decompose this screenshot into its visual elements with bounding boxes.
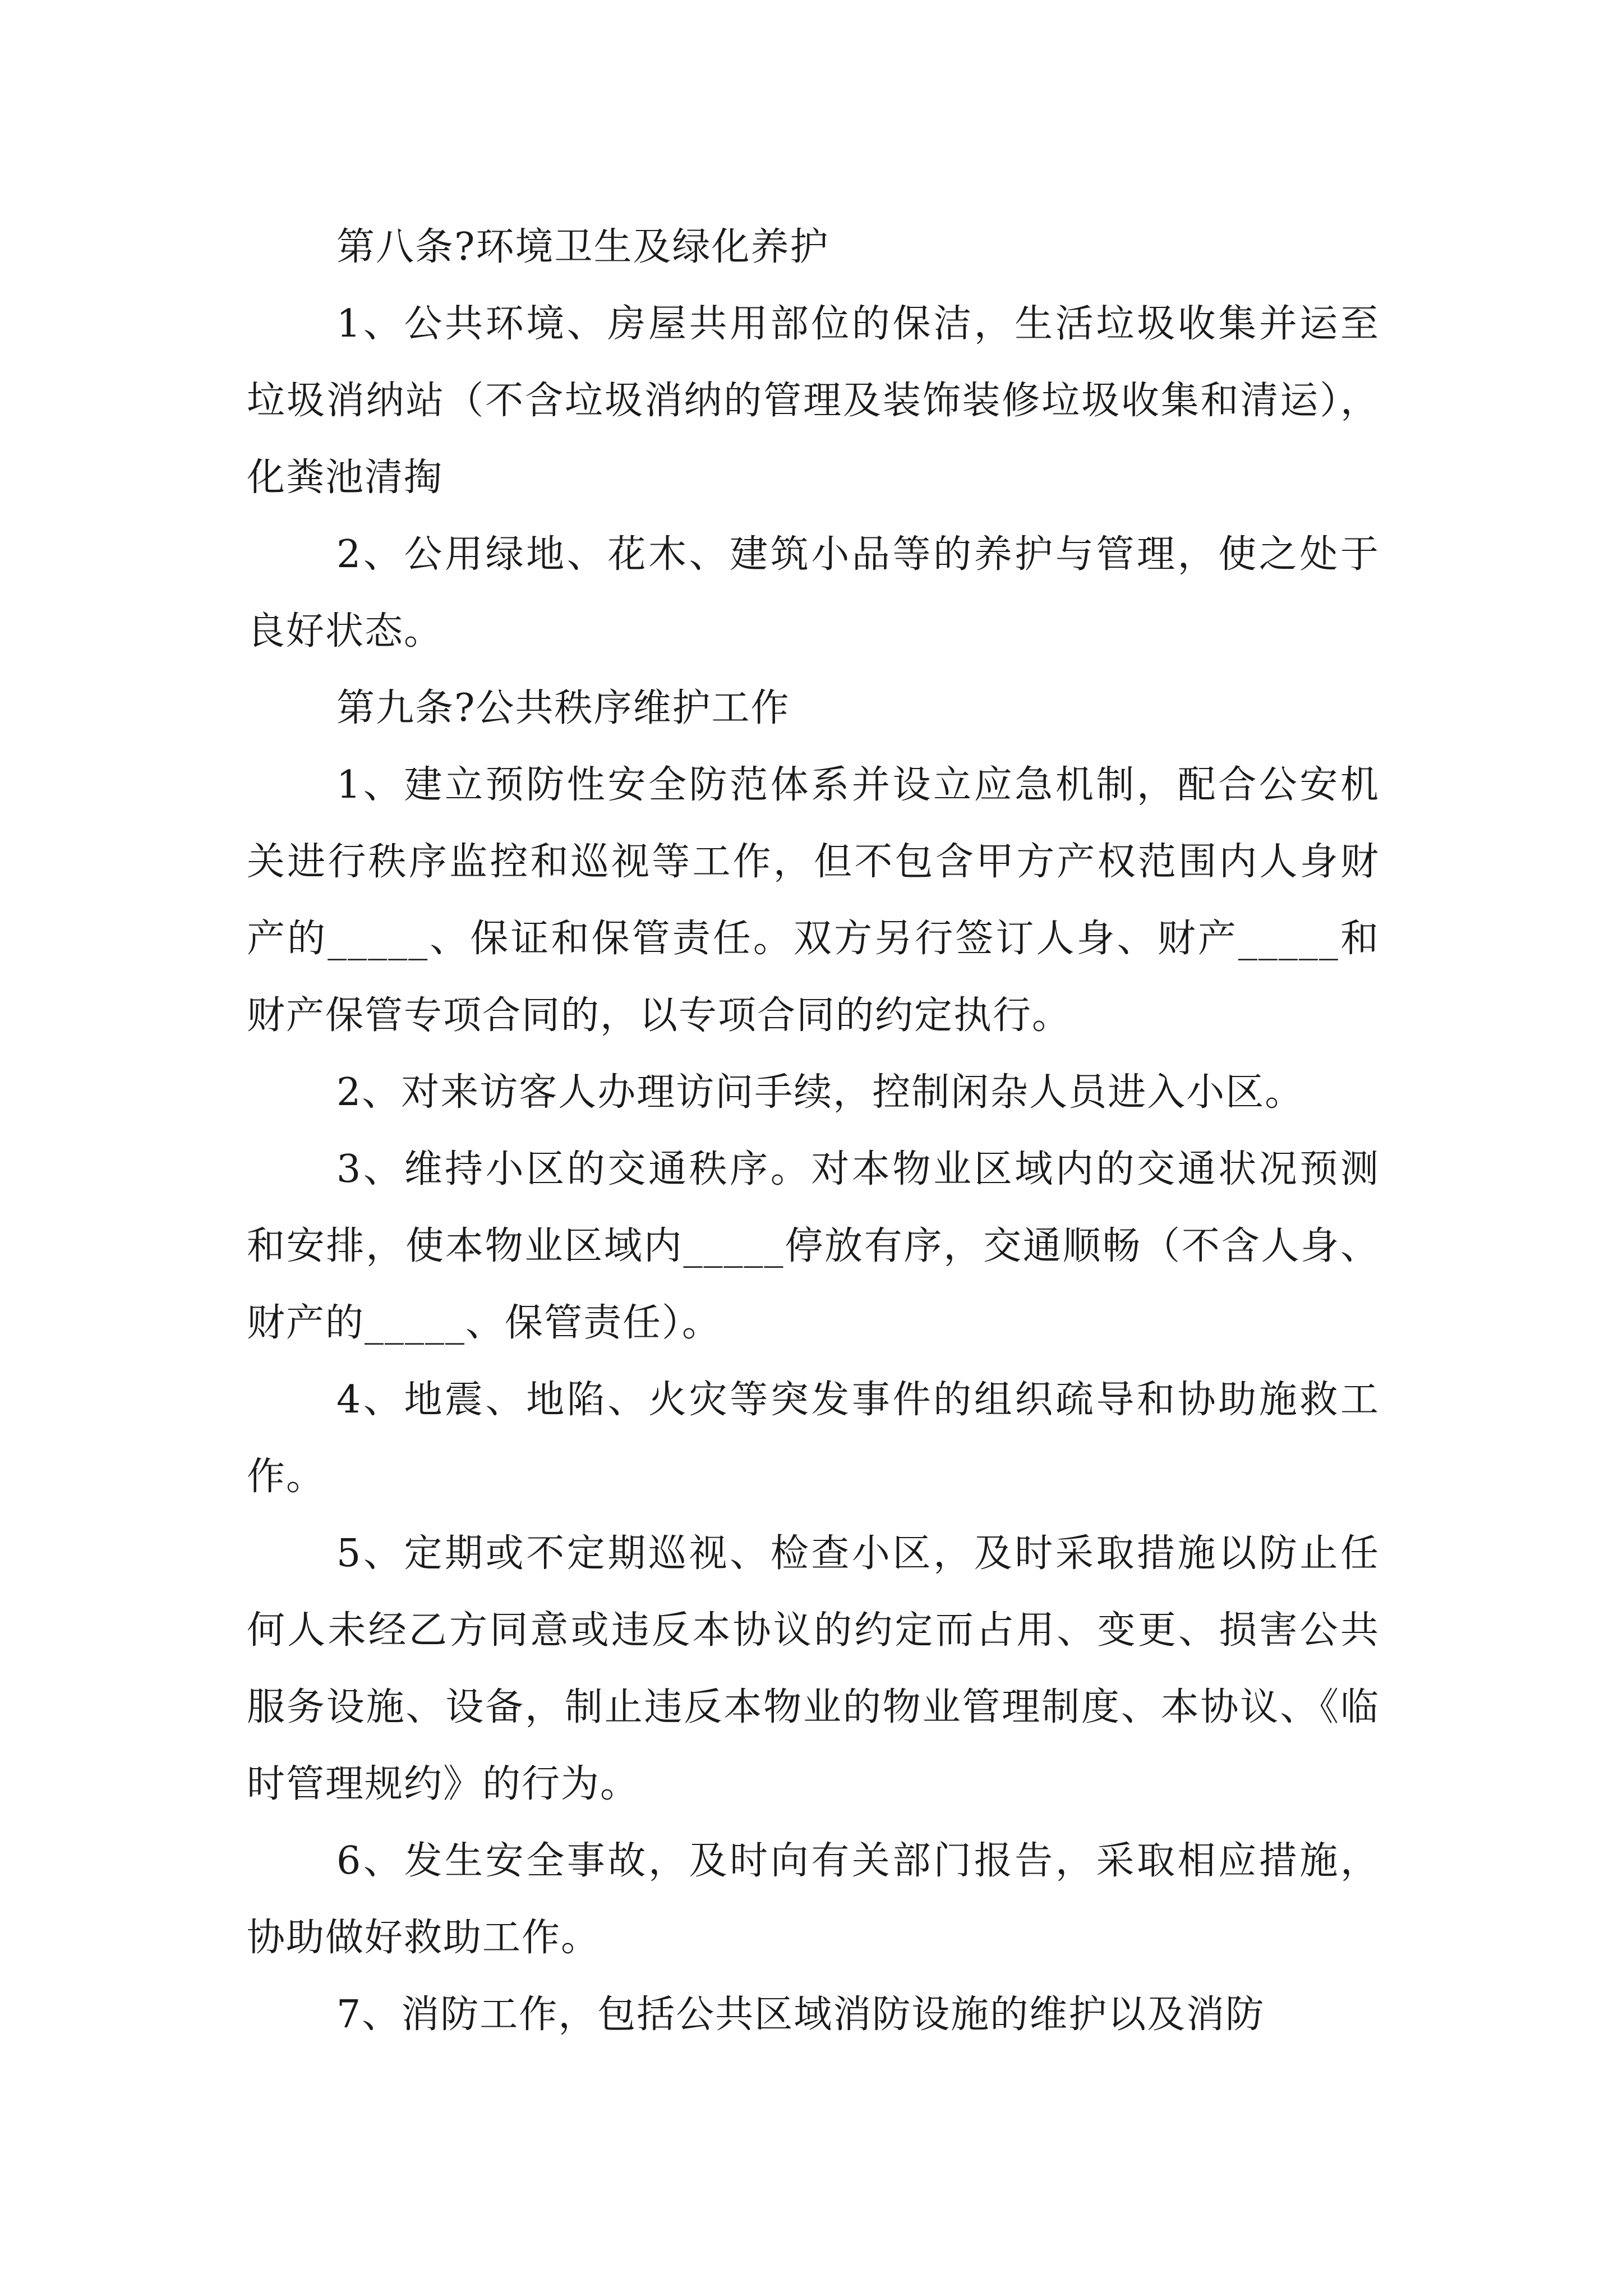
- article-9-item-6: 6、发生安全事故，及时向有关部门报告，采取相应措施，协助做好救助工作。: [247, 1839, 1380, 1960]
- article-9-item-1: 1、建立预防性安全防范体系并设立应急机制，配合公安机关进行秩序监控和巡视等工作，但不包含甲方产权范围内人身财产的_____、保证和保管责任。双方另行签订人身、财产_____和财产保管专项合同的，以专项合同的约定执行。: [247, 763, 1380, 1038]
- article-9-item-2: 2、对来访客人办理访问手续，控制闲杂人员进入小区。: [336, 1070, 1304, 1115]
- document-body: [247, 209, 1380, 2053]
- article-8-item-1: 1、公共环境、房屋共用部位的保洁，生活垃圾收集并运至垃圾消纳站（不含垃圾消纳的管理及装饰装修垃圾收集和清运），化粪池清掏: [247, 302, 1380, 500]
- article-9-item-4: 4、地震、地陷、火灾等突发事件的组织疏导和协助施救工作。: [247, 1378, 1380, 1499]
- article-9-item-3: 3、维持小区的交通秩序。对本物业区域内的交通状况预测和安排，使本物业区域内_____停放有序，交通顺畅（不含人身、财产的_____、保管责任）。: [247, 1147, 1380, 1345]
- article-9-heading: 第九条?公共秩序维护工作: [336, 686, 790, 730]
- article-8-item-2: 2、公用绿地、花木、建筑小品等的养护与管理，使之处于良好状态。: [247, 532, 1380, 654]
- article-9-item-5: 5、定期或不定期巡视、检查小区，及时采取措施以防止任何人未经乙方同意或违反本协议的约定而占用、变更、损害公共服务设施、设备，制止违反本物业的物业管理制度、本协议、《临时管理规约》的行为。: [247, 1531, 1380, 1806]
- article-9-item-7: 7、消防工作，包括公共区域消防设施的维护以及消防: [336, 1993, 1265, 2037]
- article-8-heading: 第八条?环境卫生及绿化养护: [336, 225, 829, 269]
